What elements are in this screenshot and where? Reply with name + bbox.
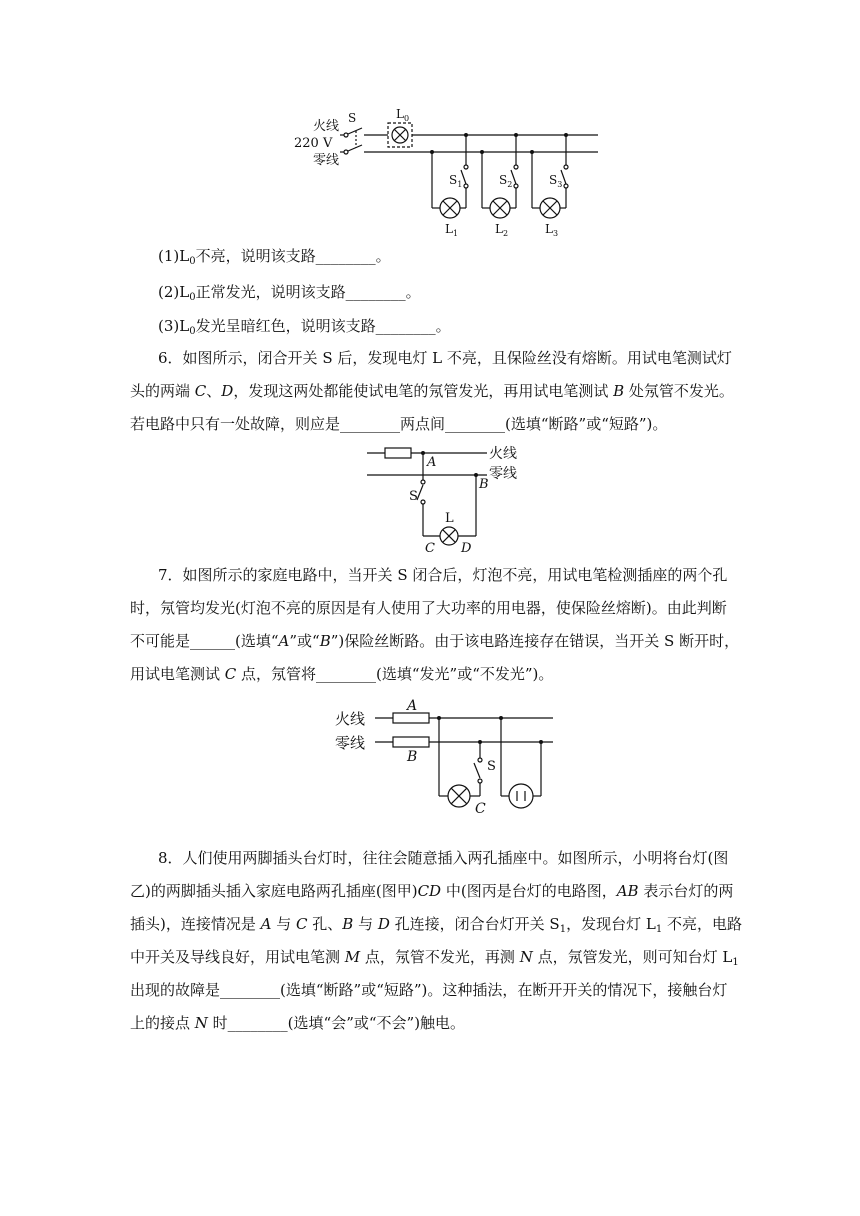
junction-dot (564, 133, 568, 137)
q7-fuse-a-label: A (407, 698, 418, 714)
junction-dot (430, 150, 434, 154)
q5-item-3: $(3)L_0$发光呈暗红色，说明该支路________。 (158, 317, 451, 337)
q6-point-a: A (427, 455, 437, 470)
q8-line-2: 乙)的两脚插头插入家庭电路两孔插座(图甲)CD 中(图丙是台灯的电路图，AB 表示台灯的两 (130, 882, 734, 900)
branch-switch-2-label: $S_2$ (499, 173, 513, 189)
q7-fuse-b-label: B (407, 749, 418, 765)
voltage-label: 220 V (294, 136, 333, 151)
q6-switch-label: S (409, 489, 418, 504)
q5-item-1: $(1)L_0$不亮，说明该支路________。 (158, 247, 391, 267)
switch-contact (464, 165, 468, 169)
switch-contact (564, 184, 568, 188)
junction-dot (464, 133, 468, 137)
q6-line-3: 若电路中只有一处故障，则应是________两点间________(选填“断路”或“短路”)。 (130, 415, 668, 433)
q8-line-6: 上的接点 N 时________(选填“会”或“不会”)触电。 (130, 1014, 466, 1032)
q7-switch-label: S (487, 759, 496, 774)
q8-line-3: 插头)，连接情况是 A 与 C 孔、B 与 D 孔连接，闭合台灯开关 $S_1$，发现台灯 $L_1$ 不亮，电路 (130, 915, 742, 935)
switch-contact (464, 184, 468, 188)
q7-neutral-wire-label: 零线 (335, 734, 366, 752)
lamp-3-label: $L_3$ (545, 222, 559, 238)
q7-line-4: 用试电笔测试 C 点，氖管将________(选填“发光”或“不发光”)。 (130, 665, 554, 683)
q6-point-d: D (461, 541, 472, 556)
lamp-2-label: $L_2$ (495, 222, 509, 238)
switch-contact (514, 184, 518, 188)
q8-line-4: 中开关及导线良好，用试电笔测 M 点，氖管不发光，再测 N 点，氖管发光，则可知台灯 $L_1$ (130, 948, 739, 968)
q8-line-5: 出现的故障是________(选填“断路”或“短路”)。这种插法，在断开开关的情况下，接触台灯 (130, 981, 728, 999)
junction-dot (480, 150, 484, 154)
test-lamp-label: $L_0$ (396, 107, 410, 123)
junction-dot (530, 150, 534, 154)
q7-line-1: 7．如图所示的家庭电路中，当开关 S 闭合后，灯泡不亮，用试电笔检测插座的两个孔 (158, 566, 728, 584)
q6-line-1: 6．如图所示，闭合开关 S 后，发现电灯 L 不亮，且保险丝没有熔断。用试电笔测试灯 (158, 349, 732, 367)
q7-live-wire-label: 火线 (335, 710, 366, 728)
branch-switch-3-label: $S_3$ (549, 173, 563, 189)
q6-point-b: B (479, 477, 489, 492)
figure-test-lamp-circuit (280, 100, 610, 240)
live-wire-label: 火线 (313, 119, 340, 134)
q6-point-c: C (425, 541, 435, 556)
q6-neutral-wire-label: 零线 (489, 466, 517, 482)
q5-item-2: $(2)L_0$正常发光，说明该支路________。 (158, 283, 421, 303)
q7-line-2: 时，氖管均发光(灯泡不亮的原因是有人使用了大功率的用电器，使保险丝熔断)。由此判断 (130, 599, 727, 617)
lamp-1-label: $L_1$ (445, 222, 459, 238)
q7-point-c: C (475, 801, 486, 817)
q8-line-1: 8．人们使用两脚插头台灯时，往往会随意插入两孔插座中。如图所示，小明将台灯(图 (158, 849, 729, 867)
junction-dot (514, 133, 518, 137)
q7-line-3: 不可能是______(选填“A”或“B”)保险丝断路。由于该电路连接存在错误，当开关 S 断开时， (130, 632, 740, 650)
main-switch-label: S (348, 111, 357, 125)
switch-contact (514, 165, 518, 169)
q6-lamp-label: L (445, 511, 454, 526)
figure-q6-circuit (365, 442, 535, 557)
figure-q7-circuit (335, 697, 560, 817)
neutral-wire-label: 零线 (313, 153, 340, 168)
switch-contact (564, 165, 568, 169)
q6-line-2: 头的两端 C、D，发现这两处都能使试电笔的氖管发光，再用试电笔测试 B 处氖管不发光。 (130, 382, 734, 400)
branch-switch-1-label: $S_1$ (449, 173, 463, 189)
branch-group (430, 133, 568, 238)
q6-live-wire-label: 火线 (489, 446, 517, 462)
